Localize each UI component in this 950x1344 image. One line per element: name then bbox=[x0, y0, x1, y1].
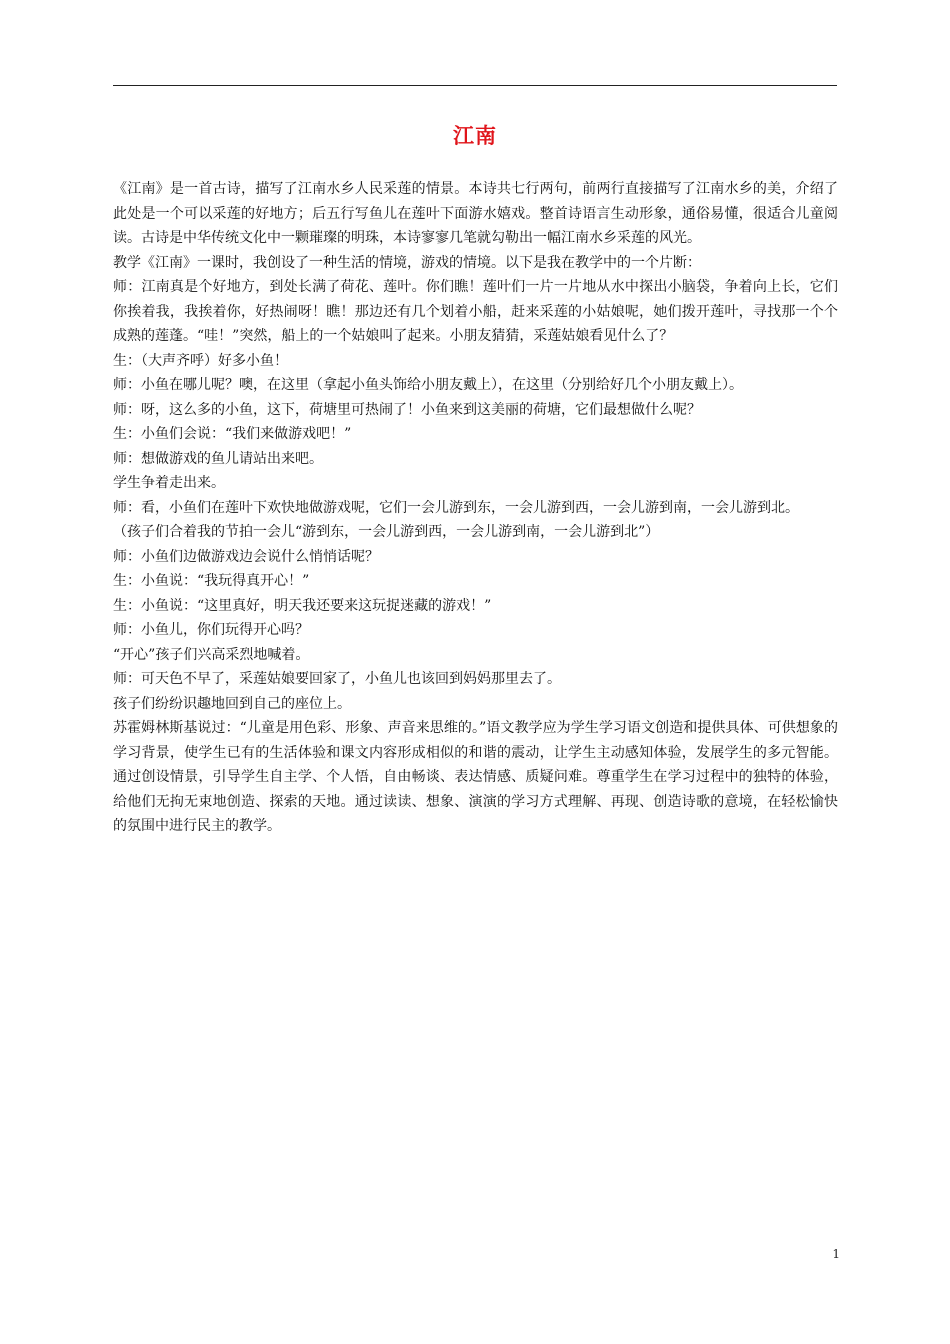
paragraph-teacher-3: 师：呀，这么多的小鱼，这下，荷塘里可热闹了！小鱼来到这美丽的荷塘，它们最想做什么呢？ bbox=[113, 401, 701, 418]
paragraph-student-4: 生：小鱼说：“这里真好，明天我还要来这玩捉迷藏的游戏！” bbox=[113, 597, 492, 614]
paragraph-intro: 《江南》是一首古诗，描写了江南水乡人民采莲的情景。本诗共七行两句，前两行直接描写了江南水乡的美，介绍了此处是一个可以采莲的好地方；后五行写鱼儿在莲叶下面游水嬉戏。整首诗语言生动形象，通俗易懂，很适合儿童阅读。古诗是中华传统文化中一颗璀璨的明珠，本诗寥寥几笔就勾勒出一幅江南水乡采莲的风光。 bbox=[113, 181, 838, 246]
document-body bbox=[113, 177, 838, 839]
page-number: 1 bbox=[832, 1247, 840, 1261]
paragraph-student-3: 生：小鱼说：“我玩得真开心！” bbox=[113, 573, 310, 589]
paragraph-narration-3: “开心”孩子们兴高采烈地喊着。 bbox=[113, 646, 310, 663]
paragraph-teacher-2: 师：小鱼在哪儿呢？噢，在这里（拿起小鱼头饰给小朋友戴上），在这里（分别给好几个小朋友戴上）。 bbox=[113, 377, 743, 393]
paragraph-lesson-intro: 教学《江南》一课时，我创设了一种生活的情境，游戏的情境。以下是我在教学中的一个片断： bbox=[113, 254, 701, 271]
paragraph-teacher-1: 师：江南真是个好地方，到处长满了荷花、莲叶。你们瞧！莲叶们一片一片地从水中探出小脑袋，争着向上长，它们你挨着我，我挨着你，好热闹呀！瞧！那边还有几个划着小船，赶来采莲的小姑娘呢，她们拨开莲叶，寻找那一个个成熟的莲蓬。“哇！”突然，船上的一个姑娘叫了起来。小朋友猜猜，采莲姑娘看见什么了？ bbox=[113, 279, 838, 344]
paragraph-narration-4: 孩子们纷纷识趣地回到自己的座位上。 bbox=[113, 695, 351, 712]
paragraph-student-1: 生：（大声齐呼）好多小鱼！ bbox=[113, 352, 288, 369]
page-title: 江南 bbox=[453, 124, 497, 148]
paragraph-teacher-6: 师：小鱼们边做游戏边会说什么悄悄话呢？ bbox=[113, 548, 379, 565]
paragraph-teacher-5: 师：看，小鱼们在莲叶下欢快地做游戏呢，它们一会儿游到东，一会儿游到西，一会儿游到南，一会儿游到北。 bbox=[113, 499, 799, 516]
paragraph-student-2: 生：小鱼们会说：“我们来做游戏吧！” bbox=[113, 426, 352, 442]
paragraph-teacher-4: 师：想做游戏的鱼儿请站出来吧。 bbox=[113, 450, 323, 467]
paragraph-conclusion: 苏霍姆林斯基说过：“儿童是用色彩、形象、声音来思维的。”语文教学应为学生学习语文创造和提供具体、可供想象的学习背景，使学生已有的生活体验和课文内容形成相似的和谐的震动，让学生主动感知体验，发展学生的多元智能。通过创设情景，引导学生自主学、个人悟，自由畅谈、表达情感、质疑问难。尊重学生在学习过程中的独特的体验，给他们无拘无束地创造、探索的天地。通过读读、想象、演演的学习方式理解、再现、创造诗歌的意境，在轻松愉快的氛围中进行民主的教学。 bbox=[113, 720, 838, 834]
paragraph-narration-2: （孩子们合着我的节拍一会儿“游到东，一会儿游到西，一会儿游到南，一会儿游到北”） bbox=[113, 524, 660, 540]
paragraph-narration-1: 学生争着走出来。 bbox=[113, 475, 225, 491]
paragraph-teacher-7: 师：小鱼儿，你们玩得开心吗？ bbox=[113, 622, 309, 638]
paragraph-teacher-8: 师：可天色不早了，采莲姑娘要回家了，小鱼儿也该回到妈妈那里去了。 bbox=[113, 671, 561, 687]
header-rule bbox=[113, 85, 837, 86]
